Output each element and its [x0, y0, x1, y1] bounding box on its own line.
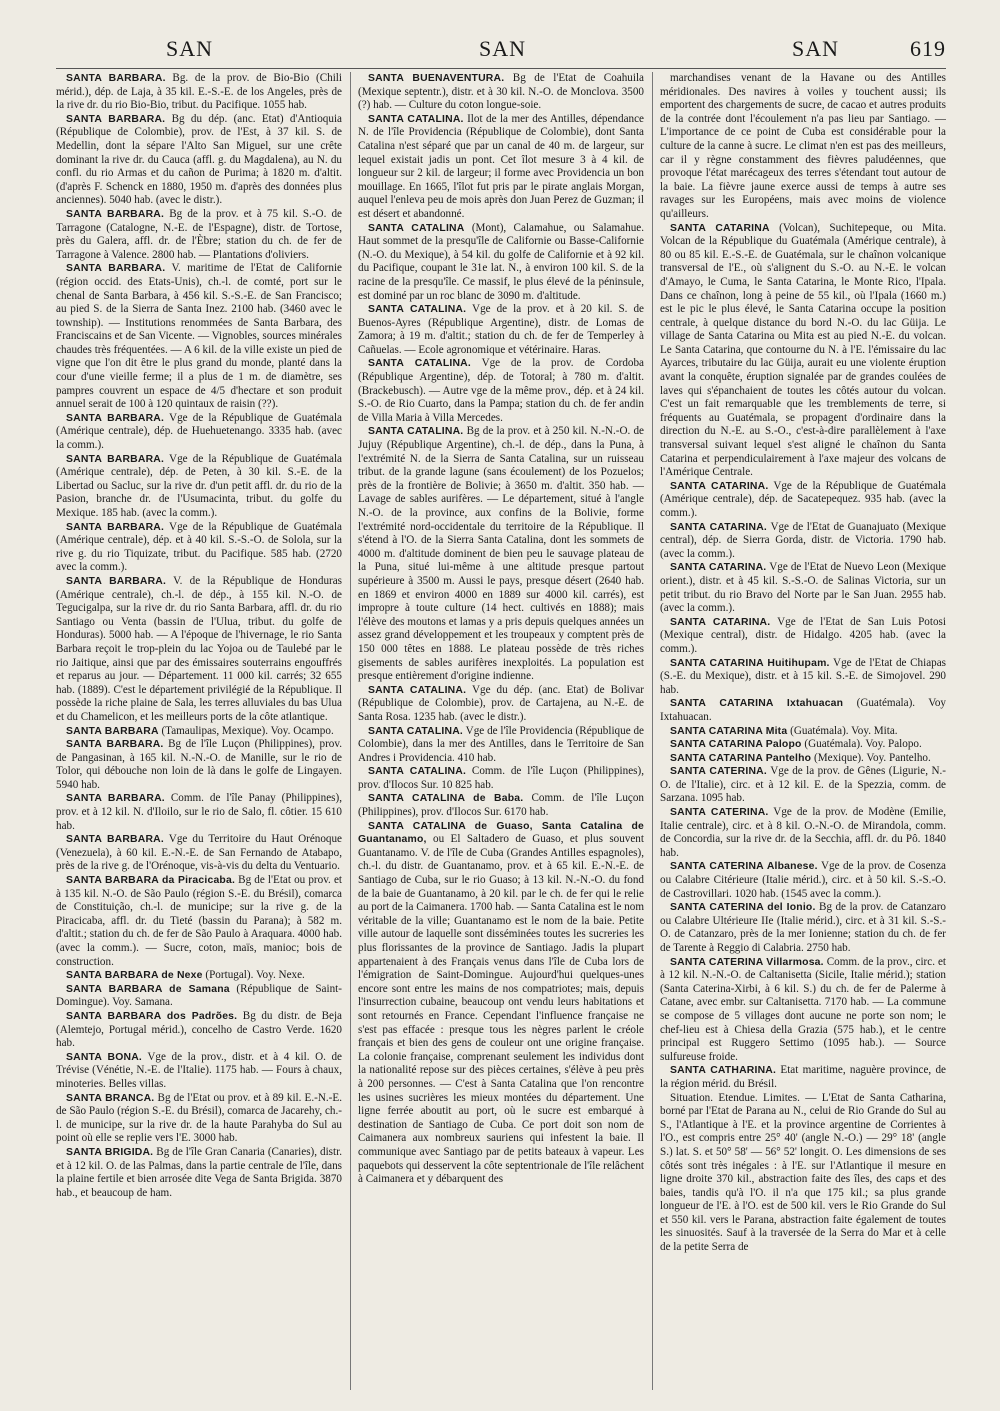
entry-headword: SANTA BARBARA dos Padrões.: [66, 1010, 238, 1022]
entry-headword: SANTA BARBARA.: [66, 739, 164, 751]
dictionary-entry: [56, 833, 342, 874]
entry-text: Vge de l'île Providencia (République de Colombie), dans la mer des Antilles, dans le Territoire de San Andres i Providencia. 410 hab.: [358, 724, 644, 764]
dictionary-entry: [56, 262, 342, 412]
dictionary-entry: [56, 969, 342, 983]
entry-headword: SANTA CATARINA Palopo: [670, 739, 802, 751]
entry-headword: SANTA BARBARA.: [66, 113, 166, 125]
entry-text: V. de la République de Honduras (Amérique centrale), ch.-l. de dép., à 155 kil. N.-O. de Tegucigalpa, sur la rive dr. du rio Santa Barbara, affl. dr. du rio Santiago ou Venta (bassin de l'Ulua, tribut. du golfe de Honduras). 5000 hab. — A l'époque de l'hivernage, le rio Santa Barbara reçoit le trop-plein du lac Yojoa ou de Taulebé par le rio Jaitique, ainsi que par des émissaires souterrains engouffrés et reparus au jour. — Département. 11 000 kil. carrés; 32 655 hab. (1889). C'est le département privilégié de la République. Il possède la riche plaine de Sala, les terres alluviales du bas Ulua et du Chamelicon, et les meilleurs ports de la côte atlantique.: [56, 574, 342, 723]
running-head-right: SAN: [792, 36, 840, 61]
entry-headword: SANTA CATALINA.: [368, 304, 467, 316]
entry-text: (Mont), Calamahue, ou Salamahue. Haut sommet de la presqu'île de Californie ou Basse-Californie (N.-O. du Mexique), à 54 kil. du golfe de Californie et à 92 kil. du Pacifique, coupant le 31e lat. N., à environ 100 kil. S. de la racine de la presqu'île. Ce massif, le plus élevé de la péninsule, est dominé par un roc blanc de 3090 m. d'altitude.: [358, 221, 644, 302]
dictionary-entry: [660, 765, 946, 806]
column-1: [56, 72, 342, 1390]
entry-text: Vge du dép. (anc. Etat) de Bolivar (République de Colombie), prov. de Cartajena, au N.-E. de Santa Rosa. 1235 hab. (avec le distr.).: [358, 683, 644, 723]
dictionary-entry: [660, 725, 946, 739]
dictionary-entry: [358, 765, 644, 792]
header-rule: [56, 68, 946, 69]
entry-text: Vge de la prov. et à 20 kil. S. de Buenos-Ayres (République Argentine), distr. de Lomas de Zamora; à 19 m. d'altit.; station du ch. de fer de Temperley à Cañuelas. — Ecole agronomique et vétérinaire. Haras.: [358, 303, 644, 356]
dictionary-entry: [56, 72, 342, 113]
entry-text: (Guatémala). Voy. Palopo.: [804, 738, 922, 751]
entry-text: Vge de l'Etat de Guanajuato (Mexique central), dép. de Sierra Gorda, distr. de Victoria. 1790 hab. (avec la comm.).: [660, 520, 946, 560]
entry-text: Vge de la prov. de Modène (Emilie, Italie centrale), circ. et à 8 kil. O.-N.-O. de Mirandola, comm. de Concordia, sur la rive dr. de la Secchia, affl. dr. du Pô. 1840 hab.: [660, 806, 946, 859]
entry-text: Bg du distr. de Beja (Alemtejo, Portugal mérid.), concelho de Castro Verde. 1620 hab.: [56, 1009, 342, 1050]
entry-headword: SANTA BUENAVENTURA.: [368, 73, 505, 84]
dictionary-entry: [56, 725, 342, 739]
entry-text: Comm. de l'île Luçon (Philippines), prov. d'Ilocos Sur. 6170 hab.: [358, 792, 644, 819]
dictionary-entry: [56, 412, 342, 453]
dictionary-entry: [56, 1051, 342, 1092]
entry-text: (Mexique). Voy. Pantelho.: [814, 751, 931, 764]
entry-headword: SANTA CATARINA: [670, 222, 770, 234]
dictionary-entry: [660, 1092, 946, 1255]
entry-headword: SANTA BARBARA.: [66, 575, 167, 587]
entry-headword: SANTA CATERINA.: [670, 807, 769, 819]
entry-text: Bg de l'île Gran Canaria (Canaries), distr. et à 12 kil. O. de las Palmas, dans la partie centrale de l'île, dans la plaine fertile et bien arrosée dite Vega de Santa Brigida. 3870 hab., et beaucoup de ham.: [56, 1145, 342, 1199]
entry-headword: SANTA BRIGIDA.: [66, 1146, 154, 1158]
running-head-left: SAN: [166, 36, 214, 61]
dictionary-entry: [56, 983, 342, 1010]
entry-headword: SANTA BARBARA.: [66, 453, 165, 465]
dictionary-entry: [358, 357, 644, 425]
entry-headword: SANTA CATARINA.: [670, 562, 767, 574]
dictionary-entry: [660, 561, 946, 615]
entry-text: Vge de la prov., distr. et à 4 kil. O. de Trévise (Vénétie, N.-E. de l'Italie). 1175 hab. — Fours à chaux, minoteries. Belles villas.: [56, 1050, 342, 1090]
entry-text: Ilot de la mer des Antilles, dépendance N. de l'île Providencia (République de Colombie), dont Santa Catalina n'est séparé que par un canal de 40 m. de largeur, sur lequel existait jadis un pont. Cet îlot mesure 3 à 4 kil. de longueur sur 2 kil. de largeur; il forme avec Providencia un bon mouillage. En 1665, l'îlot fut pris par le pirate anglais Morgan, auquel l'enleva peu de mois après don Juan Perez de Guzman; il est désert et abandonné.: [358, 112, 644, 220]
dictionary-entry: [358, 820, 644, 1187]
entry-text: Bg de l'Etat ou prov. et à 89 kil. E.-N.-E. de São Paulo (région S.-E. du Brésil), comarca de Jacarehy, ch.-l. de municipe, sur la rive dr. de la haute Parahyba do Sul au point où elle se replie vers l'E. 3000 hab.: [56, 1091, 342, 1145]
entry-text: Comm. de l'île Panay (Philippines), prov. et à 12 kil. N. d'Iloilo, sur le rio de Salo, fl. côtier. 15 610 hab.: [56, 792, 342, 832]
dictionary-entry: [56, 575, 342, 725]
entry-headword: SANTA BARBARA.: [66, 73, 166, 84]
entry-text: (Guatémala). Voy Ixtahuacan.: [660, 697, 946, 723]
dictionary-entry: [358, 725, 644, 766]
dictionary-entry: [358, 72, 644, 113]
dictionary-entry: [660, 752, 946, 766]
dictionary-entry: [56, 521, 342, 575]
entry-text: Comm. de la prov., circ. et à 12 kil. N.-N.-O. de Caltanisetta (Sicile, Italie mérid.); station (Santa Caterina-Xirbi, à 6 kil. S.) du ch. de fer de Palerme à Catane, avec embr. sur Caltanisetta. 7170 hab. — La commune se compose de 5 villages dont aucune ne porte son nom; le chef-lieu est à Chiesa della Grazia (575 hab.), et le centre principal est Ruggero Settimo (1095 hab.). — Source sulfureuse froide.: [660, 955, 946, 1063]
entry-text: (Tamaulipas, Mexique). Voy. Ocampo.: [161, 724, 334, 737]
column-divider: [652, 72, 653, 1390]
entry-text: Vge de la prov. de Gênes (Ligurie, N.-O. de l'Italie), circ. et à 12 kil. E. de la Spezzia, comm. de Sarzana. 1095 hab.: [660, 765, 946, 805]
dictionary-entry: [660, 806, 946, 860]
text-columns: [56, 72, 946, 1390]
entry-headword: SANTA BARBARA.: [66, 521, 165, 533]
entry-headword: SANTA CATARINA Pantelho: [670, 752, 812, 764]
entry-text: (Volcan), Suchitepeque, ou Mita. Volcan de la République du Guatémala (Amérique centrale), à 80 ou 85 kil. E.-S.-E. de Guatémala, sur le chaînon volcanique transversal de l'E., où s'alignent du S.-O. au N.-E. le volcan d'Amayo, le Cuma, le Santa Catarina, le Monte Rico, l'Ipala. Dans ce chaînon, long à peine de 55 kil., où l'Ipala (1660 m.) est le pic le plus élevé, le Santa Catarina occupe la position centrale, à quelque distance du bord N.-O. du lac Güija. Le village de Santa Catarina ou Mita est au pied N.-E. du volcan. Le Santa Catarina, que contourne du N. à l'E. l'émissaire du lac Ayarces, tributaire du lac Güija, aurait eu une violente éruption avant la conquête, éruption signalée par de grandes coulées de laves qui s'épanchaient de toutes les côtés autour du volcan. C'est un fait remarquable que les tremblements de terre, si fréquents au Guatémala, se propagent d'ordinaire dans la direction du N.-E. au S.-O., c'est-à-dire parallèlement à l'axe transversal suivant lequel s'est aligné le chaînon du Santa Catarina et perpendiculairement à l'axe majeur des volcans de l'Amérique Centrale.: [660, 221, 946, 479]
entry-headword: SANTA CATALINA de Baba.: [368, 793, 524, 805]
entry-headword: SANTA CATARINA Mita: [670, 725, 788, 737]
entry-headword: SANTA CATALINA de Guaso, Santa Catalina de Guantanamo,: [358, 820, 644, 846]
dictionary-entry: [358, 425, 644, 683]
entry-headword: SANTA CATERINA Villarmosa.: [670, 956, 824, 968]
entry-text: ou El Saltadero de Guaso, et plus souvent Guantanamo. V. de l'île de Cuba (Grandes Antilles espagnoles), ch.-l. du distr. de Guantanamo, prov. et à 65 kil. E.-N.-E. de Santiago de Cuba, sur le rio Guaso; à 13 kil. N.-N.-O. du fond de la baie de Guantanamo, à 20 kil. par le ch. de fer qui le relie au port de la Caimanera. 1700 hab. — Santa Catalina est le nom véritable de la ville; Guantanamo est le nom de la baie. Petite ville autour de laquelle sont disséminées toutes les sucreries les plus florissantes de la province de Santiago. Jadis la plupart appartenaient à des Français venus dans l'île de Cuba lors de l'émigration de Saint-Domingue. Aujourd'hui quelques-unes encore sont entre les mains de nos compatriotes; mais, depuis l'insurrection cubaine, beaucoup ont vendu leurs habitations et sont retournés en France. Cependant l'influence française ne s'est pas effacée : presque tous les nègres parlent le créole français et bien des gens de couleur ont une origine française. La colonie française, comprenant seulement les individus dont la nationalité repose sur des pièces certaines, s'élève à peu près à 200 personnes. — C'est à Santa Catalina que l'on rencontre les usines sucrières les mieux montées du département. Une ligne ferrée aboutit au port, où le sucre est embarqué à destination de Santiago de Cuba. Ce port doit son nom de Caimanera aux nombreux sauriens qui infestent la baie. Il communique avec Santiago par de petits bateaux à vapeur. Les paquebots qui desservent la côte septentrionale de l'île relâchent à Caimanera et y débarquent des: [358, 833, 644, 1186]
dictionary-entry: [56, 1092, 342, 1146]
entry-headword: SANTA CATERINA.: [670, 766, 767, 778]
entry-headword: SANTA CATALINA.: [368, 684, 467, 696]
page-header: [56, 30, 946, 66]
column-3: [660, 72, 946, 1390]
dictionary-entry: [660, 901, 946, 955]
entry-text: marchandises venant de la Havane ou des Antilles méridionales. Des navires à voiles y touchent aussi; ils emportent des chargements de sucre, de cacao et autres produits de la contrée dont l'écoulement n'a pas lieu par Santiago. — L'importance de ce point de Cuba est considérable pour la culture de la canne à sucre. Le climat n'en est pas des meilleurs, car il y règne constamment des fièvres paludéennes, que provoque l'état marécageux des terres s'étendant tout autour de la baie. La fièvre jaune exerce aussi de temps à autre ses ravages sur les Européens, mais avec moins de violence qu'ailleurs.: [660, 72, 946, 220]
dictionary-entry: [660, 956, 946, 1065]
dictionary-entry: [56, 1146, 342, 1200]
dictionary-entry: [358, 303, 644, 357]
entry-text: Bg de l'Etat ou prov. et à 135 kil. N.-O. de São Paulo (région S.-E. du Brésil), comarca de Constituição, ch.-l. de municipe; sur la rive g. de la Piracicaba, affl. dr. du Tieté (bassin du Parana); à 582 m. d'altit.; station du ch. de fer de São Paulo à Araquara. 4000 hab. (avec la comm.). — Sucre, coton, maïs, manioc; bois de construction.: [56, 874, 342, 968]
entry-text: Comm. de l'île Luçon (Philippines), prov. d'Ilocos Sur. 10 825 hab.: [358, 765, 644, 791]
entry-text: Bg de la prov. et à 250 kil. N.-N.-O. de Jujuy (République Argentine), ch.-l. de dép., dans la Puna, à l'extrémité N. de la Sierra de Santa Catalina, sur un ruisseau tribut. de la grande lagune (sans écoulement) de los Pozuelos; près de la frontière de Bolivie; à 3650 m. d'altit. 350 hab. — Lavage de sables aurifères. — Le département, situé à l'angle N.-O. de la province, aux confins de la Bolivie, forme l'extrémité nord-occidentale du territoire de la République. Il s'étend à l'O. de la Sierra Santa Catalina, dont les sommets de 4000 m. d'altitude dominent de bien peu le sauvage plateau de la Puna, situé lui-même à une altitude presque partout supérieure à 3500 m. Aussi le pays, presque désert (2640 hab. en 1869 et environ 4000 en 1889 sur 4000 kil. carrés), est impropre à toute culture (14 hect. cultivés en 1888); mais l'élève des moutons et lamas y a pris depuis quelques années un assez grand développement et les troupeaux y comptent près de 150 000 têtes en 1888. Le plateau possède de très riches gisements de sables aurifères inexploités. La population est presque entièrement d'origine indienne.: [358, 425, 644, 683]
entry-text: Vge de la République de Guatémala (Amérique centrale), dép. de Peten, à 30 kil. S.-E. de la Libertad ou Sacluc, sur la rive dr. d'un petit affl. dr. du rio de la Pasion, branche dr. de l'Usumacinta, tribut. du golfe du Mexique. 185 hab. (avec la comm.).: [56, 452, 342, 519]
entry-text: Vge de l'Etat de Nuevo Leon (Mexique orient.), distr. et à 45 kil. S.-S.-O. de Salinas Victoria, sur un petit tribut. du rio Bravo del Norte par le San Juan. 2955 hab. (avec la comm.).: [660, 561, 946, 615]
entry-headword: SANTA CATALINA.: [368, 113, 464, 125]
dictionary-entry: [660, 1064, 946, 1091]
entry-text: Bg de la prov. de Catanzaro ou Calabre Ultérieure IIe (Italie mérid.), circ. et à 31 kil. S.-S.-O. de Catanzaro, près de la mer Ionienne; station du ch. de fer de Tarente à Reggio di Calabria. 2750 hab.: [660, 901, 946, 954]
entry-headword: SANTA BRANCA.: [66, 1092, 155, 1104]
dictionary-entry: [660, 657, 946, 698]
entry-text: Vge de la République de Guatémala (Amérique centrale), dép. et à 40 kil. S.-S.-O. de Solola, sur la rive g. du rio Tiquizate, tribut. du Pacifique. 585 hab. (2720 avec la comm.).: [56, 520, 342, 574]
entry-text: Vge de la République de Guatémala (Amérique centrale), dép. de Huehuetenango. 3335 hab. (avec la comm.).: [56, 411, 342, 452]
dictionary-entry: [56, 792, 342, 833]
dictionary-entry: [660, 72, 946, 222]
entry-text: Bg du dép. (anc. Etat) d'Antioquia (République de Colombie), prov. de l'Est, à 37 kil. S. de Medellin, dont la sépare l'Alto San Miguel, sur une crête dominant la rive dr. du Cauca (affl. g. du Magdalena), au N. du confl. du rio Armas et du cañon de Purima; à 1820 m. d'altit. (d'après F. Schenck en 1880, 1950 m. d'après des données plus anciennes). 5040 hab. (avec le distr.).: [56, 112, 342, 207]
dictionary-entry: [660, 738, 946, 752]
entry-text: Vge de l'Etat de Chiapas (S.-E. du Mexique), distr. et à 15 kil. S.-E. de Simojovel. 290 hab.: [660, 656, 946, 696]
dictionary-entry: [660, 616, 946, 657]
entry-text: (Portugal). Voy. Nexe.: [205, 969, 305, 982]
entry-text: (République de Saint-Domingue). Voy. Samana.: [56, 982, 342, 1009]
entry-headword: SANTA CATALINA.: [368, 358, 471, 370]
entry-headword: SANTA CATALINA: [368, 222, 465, 234]
entry-headword: SANTA BARBARA: [66, 725, 159, 737]
entry-text: Vge de l'Etat de San Luis Potosi (Mexique central), distr. de Hidalgo. 4205 hab. (avec la comm.).: [660, 615, 946, 655]
dictionary-entry: [358, 684, 644, 725]
entry-headword: SANTA BARBARA da Piracicaba.: [66, 875, 236, 887]
dictionary-entry: [56, 208, 342, 262]
entry-headword: SANTA BARBARA.: [66, 412, 165, 424]
dictionary-entry: [660, 697, 946, 724]
entry-headword: SANTA BARBARA de Nexe: [66, 970, 203, 982]
dictionary-entry: [56, 453, 342, 521]
entry-text: Vge de la prov. de Cosenza ou Calabre Citérieure (Italie mérid.), circ. et à 50 kil. S.-S.-O. de Castrovillari. 1020 hab. (1545 avec la comm.).: [660, 860, 946, 900]
entry-headword: SANTA CATHARINA.: [670, 1065, 777, 1077]
entry-headword: SANTA BARBARA.: [66, 263, 166, 275]
entry-headword: SANTA BONA.: [66, 1051, 142, 1063]
column-2: [358, 72, 644, 1390]
entry-headword: SANTA CATARINA Huitihupam.: [670, 657, 830, 669]
entry-text: Vge de la République de Guatémala (Amérique centrale), dép. de Sacatepequez. 935 hab. (avec la comm.).: [660, 479, 946, 519]
dictionary-entry: [358, 222, 644, 304]
entry-headword: SANTA BARBARA.: [66, 208, 165, 220]
dictionary-entry: [358, 113, 644, 222]
dictionary-entry: [660, 860, 946, 901]
dictionary-entry: [56, 874, 342, 969]
entry-text: Bg. de la prov. de Bio-Bio (Chili mérid.), dép. de Laja, à 35 kil. E.-S.-E. de los Angeles, près de la rive dr. du rio Bio-Bio, tribut. du Pacifique. 1055 hab.: [56, 72, 342, 112]
entry-headword: SANTA CATALINA.: [368, 766, 467, 778]
entry-text: Bg de la prov. et à 75 kil. S.-O. de Tarragone (Catalogne, N.-E. de l'Espagne), distr. de Tortose, près du Galera, affl. dr. de l'Èbre; station du ch. de fer de Tarragone à Valence. 2800 hab. — Plantations d'oliviers.: [56, 207, 342, 261]
entry-headword: SANTA CATARINA Ixtahuacan: [670, 698, 844, 710]
entry-headword: SANTA CATERINA Albanese.: [670, 861, 818, 873]
dictionary-entry: [56, 113, 342, 208]
entry-headword: SANTA CATARINA.: [670, 521, 767, 533]
entry-headword: SANTA BARBARA.: [66, 793, 165, 805]
page-number: 619: [910, 36, 946, 61]
entry-text: Bg de l'île Luçon (Philippines), prov. de Pangasinan, à 165 kil. N.-N.-O. de Manille, sur le rio de Tolor, qui débouche non loin de là dans le golfe de Lingayen. 5940 hab.: [56, 738, 342, 791]
dictionary-entry: [358, 792, 644, 819]
column-divider: [350, 72, 351, 1390]
entry-headword: SANTA BARBARA.: [66, 834, 164, 846]
entry-text: Situation. Etendue. Limites. — L'Etat de Santa Catharina, borné par l'Etat de Parana au N., celui de Rio Grande do Sul au S., l'Atlantique à l'E. et la province argentine de Corrientes à l'O., est compris entre 25° 40' (angle N.-O.) — 29° 18' (angle S.) lat. S. et 50° 58' — 56° 52' longit. O. Les dimensions de ses côtés sont très inégales : à l'E. sur l'Atlantique il mesure en ligne droite 370 kil., abstraction faite des îles, des caps et des baies, tandis qu'à l'O. il n'a que 175 kil.; sa plus grande longueur de l'E. à l'O. est de 500 kil. vers le Rio Grande do Sul et 550 kil. vers le Parana, abstraction faite également de toutes les sinuosités. Sauf à la traversée de la Serra do Mar et à celle de la petite Serra de: [660, 1091, 946, 1254]
entry-headword: SANTA CATARINA.: [670, 616, 771, 628]
entry-text: Bg de l'Etat de Coahuila (Mexique septentr.), distr. et à 30 kil. N.-O. de Monclova. 3500 (?) hab. — Culture du coton longue-soie.: [358, 72, 644, 112]
entry-text: Vge du Territoire du Haut Orénoque (Venezuela), à 60 kil. E.-N.-E. de San Fernando de Atabapo, près de la rive g. de l'Orénoque, vis-à-vis du delta du Ventuario.: [56, 833, 342, 873]
entry-text: (Guatémala). Voy. Mita.: [790, 724, 898, 737]
dictionary-entry: [56, 1010, 342, 1051]
dictionary-entry: [660, 480, 946, 521]
entry-headword: SANTA CATALINA.: [368, 725, 464, 737]
entry-headword: SANTA CATARINA.: [670, 480, 769, 492]
entry-text: Vge de la prov. de Cordoba (République Argentine), dép. de Totoral; à 780 m. d'altit. (Brackebusch). — Autre vge de la même prov., dép. et à 24 kil. S.-O. de Rio Cuarto, dans la Pampa; station du ch. de fer andin de Villa Maria à Villa Mercedes.: [358, 357, 644, 424]
dictionary-entry: [56, 738, 342, 792]
entry-headword: SANTA CATERINA del Ionio.: [670, 902, 816, 914]
entry-headword: SANTA CATALINA.: [368, 426, 464, 438]
entry-headword: SANTA BARBARA de Samana: [66, 983, 230, 995]
dictionary-entry: [660, 222, 946, 480]
entry-text: V. maritime de l'Etat de Californie (région occid. des Etats-Unis), ch.-l. de comté, port sur le chenal de Santa Barbara, à 456 kil. S.-S.-E. de San Francisco; au pied S. de la Sierra de Santa Inez. 2100 hab. (3460 avec le township). — Institutions renommées de Santa Barbara, des Franciscains et de San Vicente. — Vignobles, sources minérales chaudes très fréquentées. — A 6 kil. de la ville existe un pied de vigne que l'on dit être le plus grand du monde, planté dans la cour d'une vieille ferme; il a plus de 1 m. de diamètre, ses pampres couvrent un espace de 4/5 d'hectare et son produit annuel serait de 100 à 120 quintaux de raisin (??).: [56, 262, 342, 411]
dictionary-entry: [660, 521, 946, 562]
entry-text: Etat maritime, naguère province, de la région mérid. du Brésil.: [660, 1064, 946, 1090]
running-head-center: SAN: [479, 36, 527, 61]
